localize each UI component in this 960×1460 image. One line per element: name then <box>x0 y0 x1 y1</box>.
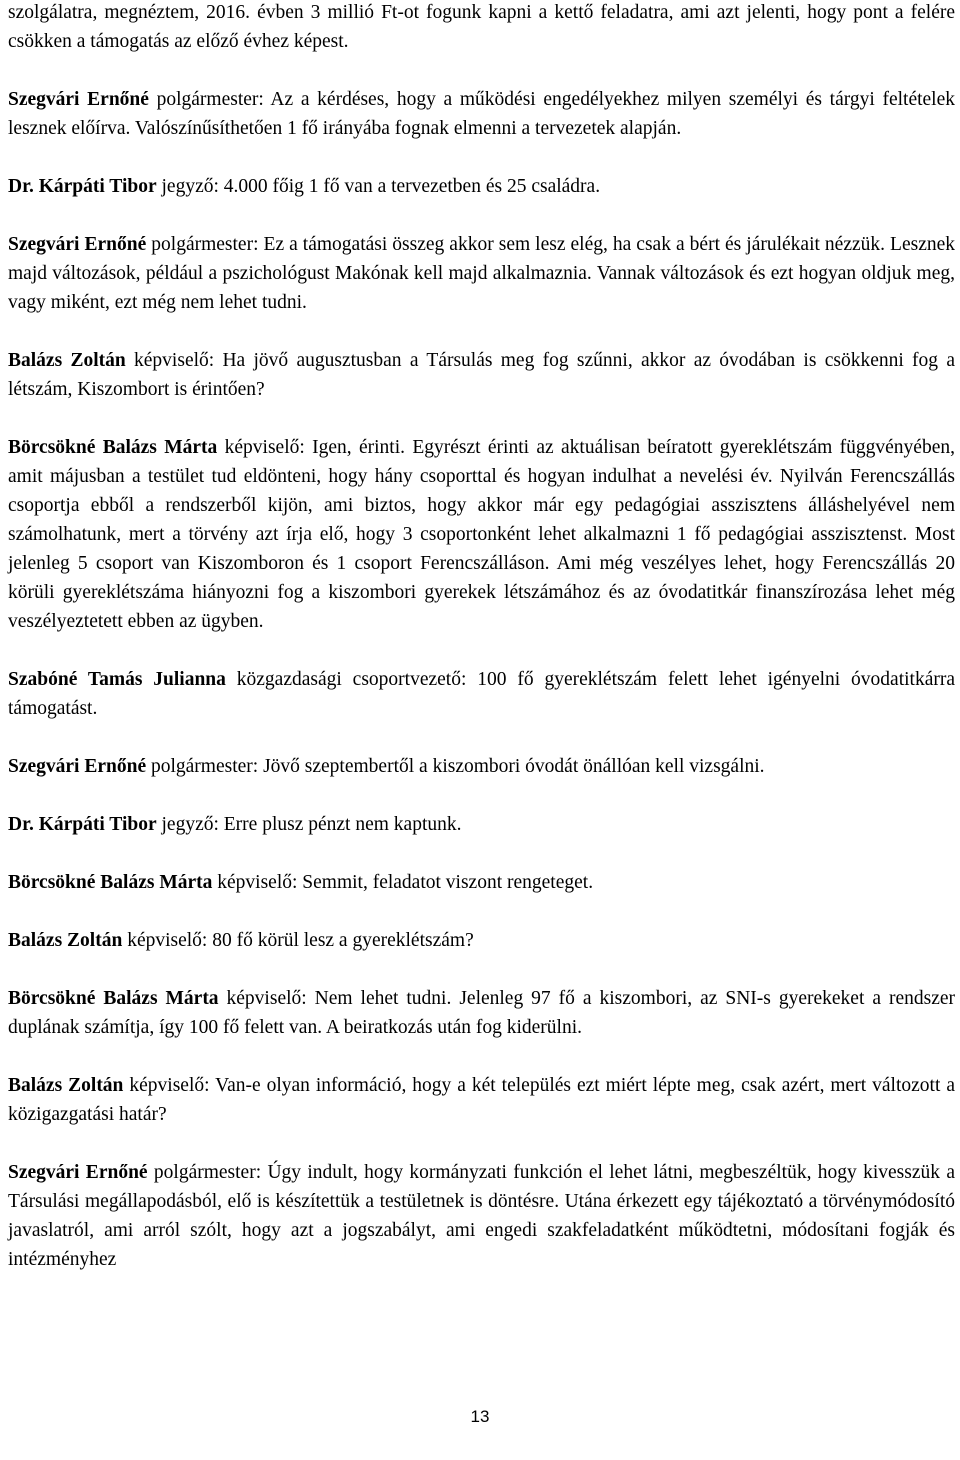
paragraph-text: közgazdasági csoportvezető: 100 fő gyereklétszám felett lehet igényelni óvodatitkárra támogatást. <box>8 669 956 719</box>
speaker-name: Börcsökné Balázs Márta <box>8 988 219 1009</box>
speaker-name: Dr. Kárpáti Tibor <box>8 814 157 835</box>
paragraph <box>8 752 955 781</box>
speaker-name: Börcsökné Balázs Márta <box>8 437 218 458</box>
paragraph <box>8 172 955 201</box>
document-body <box>8 0 955 1303</box>
speaker-name: Szegvári Ernőné <box>8 756 147 777</box>
paragraph <box>8 926 955 955</box>
paragraph <box>8 984 955 1042</box>
paragraph-text: képviselő: Van-e olyan információ, hogy a két település ezt miért lépte meg, csak azért, mert változott a közigazgatási határ? <box>8 1075 955 1125</box>
paragraph-text: polgármester: Az a kérdéses, hogy a működési engedélyekhez milyen személyi és tárgyi feltételek lesznek előírva. Valószínűsíthetően 1 fő irányába fognak elmenni a tervezetek alapján. <box>8 89 956 139</box>
speaker-name: Balázs Zoltán <box>8 930 123 951</box>
paragraph-text: képviselő: Semmit, feladatot viszont rengeteget. <box>212 872 594 893</box>
paragraph <box>8 433 955 636</box>
paragraph-text: polgármester: Ez a támogatási összeg akkor sem lesz elég, ha csak a bért és járulékait nézzük. Lesznek majd változások, például a pszichológust Makónak kell majd alkalmaznia. Vannak változások és ezt hogyan oldjuk meg, vagy miként, ezt még nem lehet tudni. <box>8 234 956 313</box>
paragraph <box>8 85 955 143</box>
paragraph <box>8 230 955 317</box>
speaker-name: Szegvári Ernőné <box>8 89 149 110</box>
speaker-name: Balázs Zoltán <box>8 350 126 371</box>
paragraph-text: képviselő: 80 fő körül lesz a gyereklétszám? <box>122 930 474 951</box>
paragraph-text: jegyző: 4.000 főig 1 fő van a tervezetben és 25 családra. <box>156 176 601 197</box>
page-number: 13 <box>470 1407 490 1426</box>
speaker-name: Szabóné Tamás Julianna <box>8 669 226 690</box>
paragraph-text: szolgálatra, megnéztem, 2016. évben 3 millió Ft-ot fogunk kapni a kettő feladatra, ami azt jelenti, hogy pont a felére csökken a támogatás az előző évhez képest. <box>8 2 955 52</box>
paragraph <box>8 346 955 404</box>
paragraph <box>8 868 955 897</box>
speaker-name: Dr. Kárpáti Tibor <box>8 176 157 197</box>
paragraph-text: képviselő: Igen, érinti. Egyrészt érinti az aktuálisan beíratott gyereklétszám függvényében, amit májusban a testület tud eldönteni, hogy hány csoporttal és hogyan indulhat a nevelési év. Nyilván Ferencszállás csoportja ebből a rendszerből kijön, ami biztos, hogy akkor már egy pedagógiai asszisztens álláshelyével nem számolhatunk, mert a törvény azt írja elő, hogy 3 csoportonként lehet alkalmazni 1 fő pedagógiai asszisztenst. Most jelenleg 5 csoport van Kiszomboron és 1 csoport Ferencszálláson. Ami még veszélyes lehet, hogy Ferencszállás 20 körüli gyereklétszáma hiányozni fog a kiszombori gyerekek létszámához és az óvodatitkár finanszírozása lehet még veszélyeztetett ebben az ügyben. <box>8 437 955 632</box>
paragraph <box>8 0 955 56</box>
paragraph-text: képviselő: Nem lehet tudni. Jelenleg 97 fő a kiszombori, az SNI-s gyerekeket a rendszer duplának számítja, így 100 fő felett van. A beiratkozás után fog kiderülni. <box>8 988 955 1038</box>
paragraph <box>8 1158 955 1274</box>
paragraph <box>8 665 955 723</box>
speaker-name: Balázs Zoltán <box>8 1075 124 1096</box>
paragraph-text: képviselő: Ha jövő augusztusban a Társulás meg fog szűnni, akkor az óvodában is csökkenni fog a létszám, Kiszombort is érintően? <box>8 350 955 400</box>
paragraph <box>8 810 955 839</box>
paragraph <box>8 1071 955 1129</box>
speaker-name: Szegvári Ernőné <box>8 1162 148 1183</box>
speaker-name: Börcsökné Balázs Márta <box>8 872 213 893</box>
paragraph-text: polgármester: Úgy indult, hogy kormányzati funkción el lehet látni, megbeszéltük, hogy kivesszük a Társulási megállapodásból, elő is készítettük a testületnek is döntésre. Utána érkezett egy tájékoztató a törvénymódosító javaslatról, ami arról szólt, hogy azt a jogszabályt, ami engedi szakfeladatként működtetni, módosítani fogják és intézményhez <box>8 1162 956 1270</box>
paragraph-text: jegyző: Erre plusz pénzt nem kaptunk. <box>156 814 462 835</box>
speaker-name: Szegvári Ernőné <box>8 234 147 255</box>
paragraph-text: polgármester: Jövő szeptembertől a kiszombori óvodát önállóan kell vizsgálni. <box>146 756 765 777</box>
